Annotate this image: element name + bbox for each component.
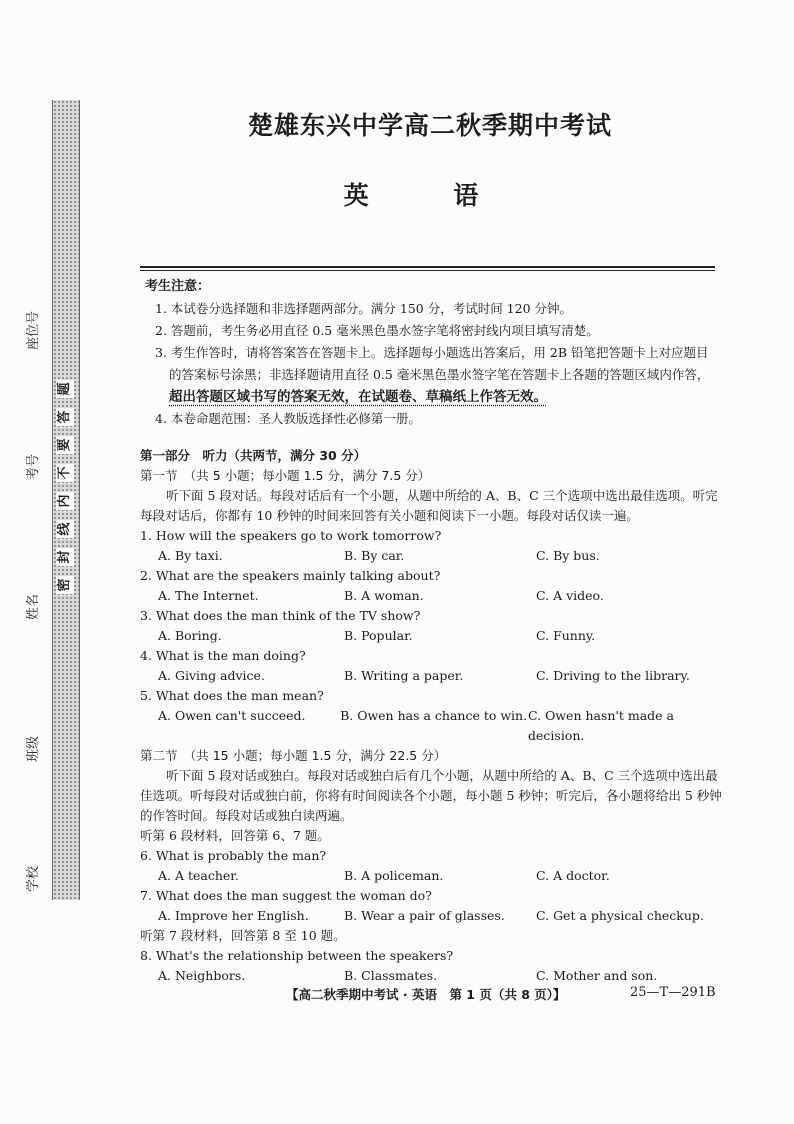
header-rule (140, 266, 715, 268)
option-a: A. Boring. (158, 628, 222, 643)
seal-char: 密 (56, 576, 74, 594)
option-b: B. Popular. (344, 628, 413, 643)
option-c: C. Owen hasn't made a decision. (528, 708, 674, 743)
notice-item-text: 3. 考生作答时，请将答案答在答题卡上。选择题每小题选出答案后，用 2B 铅笔把答题卡上对应题目的答案标号涂黑；非选择题请用直径 0.5 毫米黑色墨水签字笔在答题卡上各题的答题区域内作答， (155, 345, 710, 382)
option-a: A. A teacher. (158, 868, 239, 883)
seal-char: 不 (56, 464, 74, 482)
seat-number-label: 座位号 (26, 310, 41, 350)
question-options (140, 866, 730, 886)
seal-char: 答 (56, 408, 74, 426)
seal-char: 内 (56, 492, 74, 510)
option-c: C. Funny. (536, 628, 596, 643)
exam-title: 楚雄东兴中学高二秋季期中考试 (247, 111, 612, 140)
option-b: B. Writing a paper. (344, 668, 464, 683)
option-a: A. Improve her English. (158, 908, 309, 923)
question-options (140, 906, 730, 926)
question-stem: 2. What are the speakers mainly talking about? (140, 568, 441, 583)
notice-emphasis: 超出答题区域书写的答案无效，在试题卷、草稿纸上作答无效。 (169, 389, 547, 405)
option-c: C. By bus. (536, 548, 600, 563)
question-options (140, 666, 730, 686)
question-options (140, 706, 730, 746)
class-field[interactable] (22, 736, 41, 762)
question-stem: 6. What is probably the man? (140, 848, 327, 863)
question-stem: 8. What's the relationship between the speakers? (140, 948, 454, 963)
question-options (140, 626, 730, 646)
section2-heading: 第二节 （共 15 小题；每小题 1.5 分，满分 22.5 分） (140, 748, 447, 763)
paper-code: 25—T—291B (630, 985, 716, 1000)
option-a: A. Owen can't succeed. (158, 708, 306, 723)
exam-number-field[interactable] (22, 454, 41, 480)
seal-char: 题 (56, 380, 74, 398)
question-stem: 7. What does the man suggest the woman do? (140, 888, 432, 903)
option-c: C. A video. (536, 588, 604, 603)
option-a: A. By taxi. (158, 548, 223, 563)
material-note: 听第 7 段材料，回答第 8 至 10 题。 (140, 928, 346, 943)
seal-line-text (56, 380, 74, 594)
subject-title: 英 语 (343, 181, 517, 210)
question-stem: 4. What is the man doing? (140, 648, 306, 663)
option-c: C. Driving to the library. (536, 668, 690, 683)
option-a: A. Neighbors. (158, 968, 246, 983)
exam-number-label: 考号 (26, 453, 41, 480)
seal-char: 封 (56, 548, 74, 566)
notice-item: 4. 本卷命题范围：圣人教版选择性必修第一册。 (155, 411, 421, 426)
page-footer: 【高二秋季期中考试 · 英语 第 1 页（共 8 页）】 (286, 987, 566, 1002)
question-stem: 3. What does the man think of the TV show? (140, 608, 421, 623)
option-b: B. Wear a pair of glasses. (344, 908, 505, 923)
option-a: A. Giving advice. (158, 668, 265, 683)
seal-char: 线 (56, 520, 74, 538)
option-a: A. The Internet. (158, 588, 259, 603)
name-label: 姓名 (26, 593, 41, 620)
question-options (140, 966, 730, 986)
notice-item: 2. 答题前，考生务必用直径 0.5 毫米黑色墨水签字笔将密封线内项目填写清楚。 (155, 323, 599, 338)
material-note: 听第 6 段材料，回答第 6、7 题。 (140, 828, 330, 843)
question-options (140, 546, 730, 566)
option-b: B. A policeman. (344, 868, 444, 883)
option-c: C. Mother and son. (536, 968, 658, 983)
option-c: C. Get a physical checkup. (536, 908, 704, 923)
name-field[interactable] (22, 594, 41, 620)
section1-instructions: 听下面 5 段对话。每段对话后有一个小题，从题中所给的 A、B、C 三个选项中选出最佳选项。听完每段对话后，你都有 10 秒钟的时间来回答有关小题和阅读下一小题。每段对话仅读一遍。 (140, 488, 718, 523)
notice-heading: 考生注意： (145, 279, 211, 294)
option-b: B. Owen has a chance to win. (340, 708, 528, 723)
option-b: B. A woman. (344, 588, 424, 603)
seat-number-field[interactable] (22, 311, 41, 350)
listening-part (140, 446, 730, 986)
option-c: C. A doctor. (536, 868, 610, 883)
notice-item (145, 342, 720, 408)
class-label: 班级 (26, 735, 41, 762)
question-stem: 1. How will the speakers go to work tomorrow? (140, 528, 442, 543)
school-field[interactable] (22, 866, 41, 892)
notice-item: 1. 本试卷分选择题和非选择题两部分。满分 150 分，考试时间 120 分钟。 (155, 301, 573, 316)
section1-heading: 第一节 （共 5 小题；每小题 1.5 分，满分 7.5 分） (140, 468, 431, 483)
question-options (140, 586, 730, 606)
option-b: B. Classmates. (344, 968, 438, 983)
option-b: B. By car. (344, 548, 405, 563)
candidate-notice (145, 276, 720, 430)
part-heading: 第一部分 听力（共两节，满分 30 分） (140, 448, 367, 463)
school-label: 学校 (26, 865, 41, 892)
header-rule-thin (140, 270, 715, 271)
question-stem: 5. What does the man mean? (140, 688, 324, 703)
section2-instructions: 听下面 5 段对话或独白。每段对话或独白后有几个小题，从题中所给的 A、B、C 三个选项中选出最佳选项。听每段对话或独白前，你将有时间阅读各个小题，每小题 5 秒钟；听完后，各小题将给出 5 秒钟的作答时间。每段对话或独白读两遍。 (140, 768, 722, 823)
seal-char: 要 (56, 436, 74, 454)
